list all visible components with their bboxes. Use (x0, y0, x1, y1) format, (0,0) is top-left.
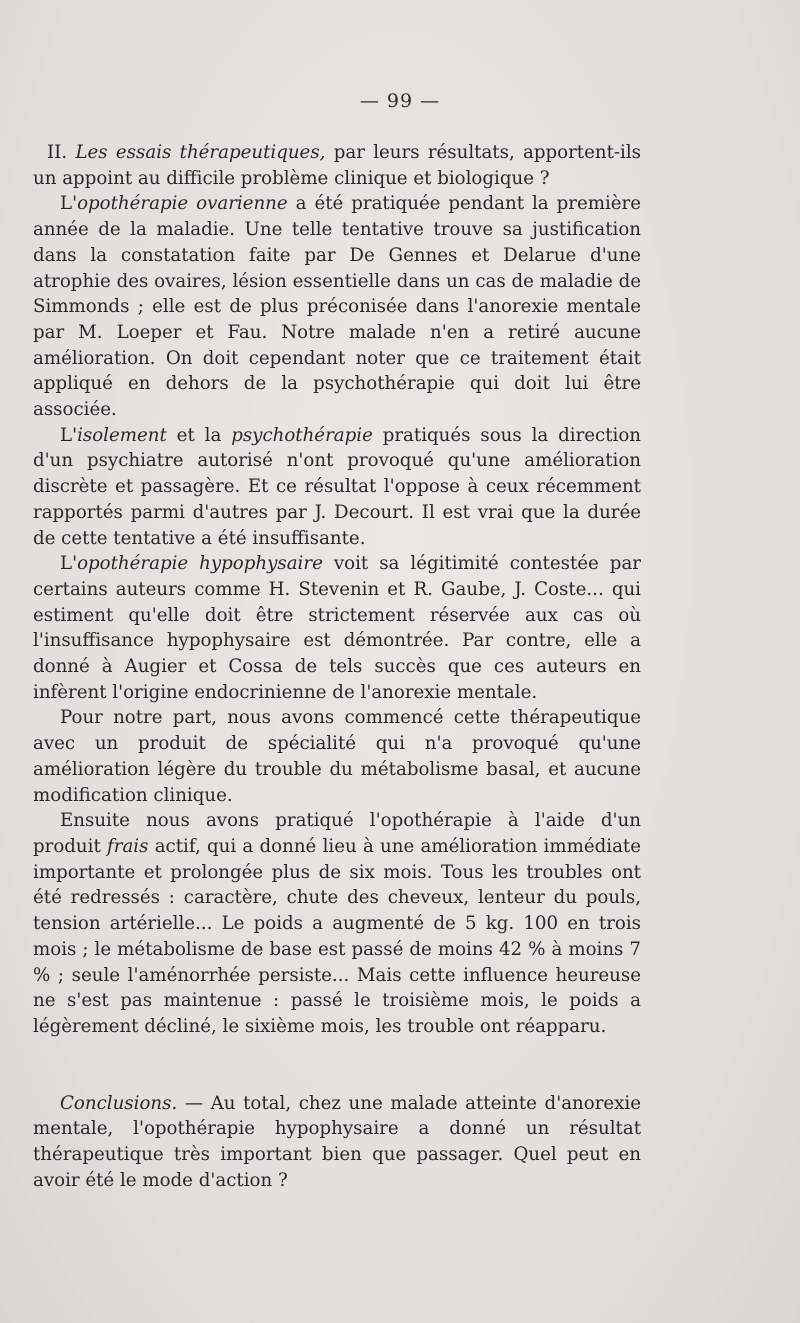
italic-phrase: opothérapie hypophysaire (77, 553, 323, 575)
paragraph-text: voit sa légitimité contestée par certains auteurs comme H. Stevenin et R. Gaube, J. Coste... qui estiment qu'elle doit être strictement réservée aux cas où l'insuffisance hypophysaire est démontrée. Par contre, elle a donné à Augier et Cossa de tels succès que ces auteurs en infèrent l'origine endocrinienne de l'anorexie mentale. (33, 553, 641, 703)
paragraph-prefix: L' (60, 193, 78, 215)
conclusions-heading: Conclusions. (60, 1092, 178, 1114)
paragraph-pituitary-opotherapy (33, 551, 641, 705)
paragraph-prefix: L' (60, 424, 78, 446)
paragraph-text: — Au total, chez une malade atteinte d'anorexie mentale, l'opothérapie hypophysaire a donné un résultat thérapeutique très important bien que passager. Quel peut en avoir été le mode d'action ? (33, 1092, 641, 1191)
paragraph-text: Pour notre part, nous avons commencé cette thérapeutique avec un produit de spécialité qui n'a provoqué qu'une amélioration légère du trouble du métabolisme basal, et aucune modification clinique. (33, 707, 641, 806)
paragraph-text: par leurs résultats, apportent-ils un appoint au difficile problème clinique et biologique ? (33, 142, 641, 189)
paragraph-ovarian-opotherapy (33, 191, 641, 422)
paragraph-therapeutic-trials (33, 140, 641, 191)
body-text (33, 140, 641, 1193)
italic-phrase: opothérapie ovarienne (77, 193, 288, 215)
paragraph-isolation-psychotherapy (33, 423, 641, 552)
italic-word: frais (107, 835, 149, 857)
italic-phrase: isolement (77, 424, 167, 446)
page-number: — 99 — (359, 90, 441, 112)
paragraph-text: Ensuite nous avons pratiqué l'opothérapie à l'aide d'un produit (33, 810, 641, 857)
paragraph-fresh-product (33, 808, 641, 1039)
paragraph-conclusions (33, 1091, 641, 1194)
paragraph-prefix: L' (60, 553, 78, 575)
paragraph-text: et la (166, 424, 232, 446)
paragraph-text: pratiqués sous la direction d'un psychiatre autorisé n'ont provoqué qu'une amélioration discrète et passagère. Et ce résultat l'oppose à ceux récemment rapportés parmi d'autres par J. Decourt. Il est vrai que la durée de cette tentative a été insuffisante. (33, 424, 642, 549)
paragraph-text: a été pratiquée pendant la première année de la maladie. Une telle tentative trouve sa justification dans la constatation faite par De Gennes et Delarue d'une atrophie des ovaires, lésion essentielle dans un cas de maladie de Simmonds ; elle est de plus préconisée dans l'anorexie mentale par M. Loeper et Fau. Notre malade n'en a retiré aucune amélioration. On doit cependant noter que ce traitement était appliqué en dehors de la psychothérapie qui doit lui être associée. (33, 193, 641, 421)
italic-phrase: psychothérapie (231, 424, 373, 446)
section-label: II. (47, 142, 76, 163)
italic-phrase: Les essais thérapeutiques, (75, 142, 326, 163)
paragraph-our-experience (33, 705, 641, 808)
paragraph-text: actif, qui a donné lieu à une amélioration immédiate importante et prolongée plus de six mois. Tous les troubles ont été redressés : caractère, chute des cheveux, lenteur du pouls, tension artérielle... Le poids a augmenté de 5 kg. 100 en trois mois ; le métabolisme de base est passé de moins 42 % à moins 7 % ; seule l'aménorrhée persiste... Mais cette influence heureuse ne s'est pas maintenue : passé le troisième mois, le poids a légèrement décliné, le sixième mois, les trouble ont réapparu. (33, 835, 641, 1037)
